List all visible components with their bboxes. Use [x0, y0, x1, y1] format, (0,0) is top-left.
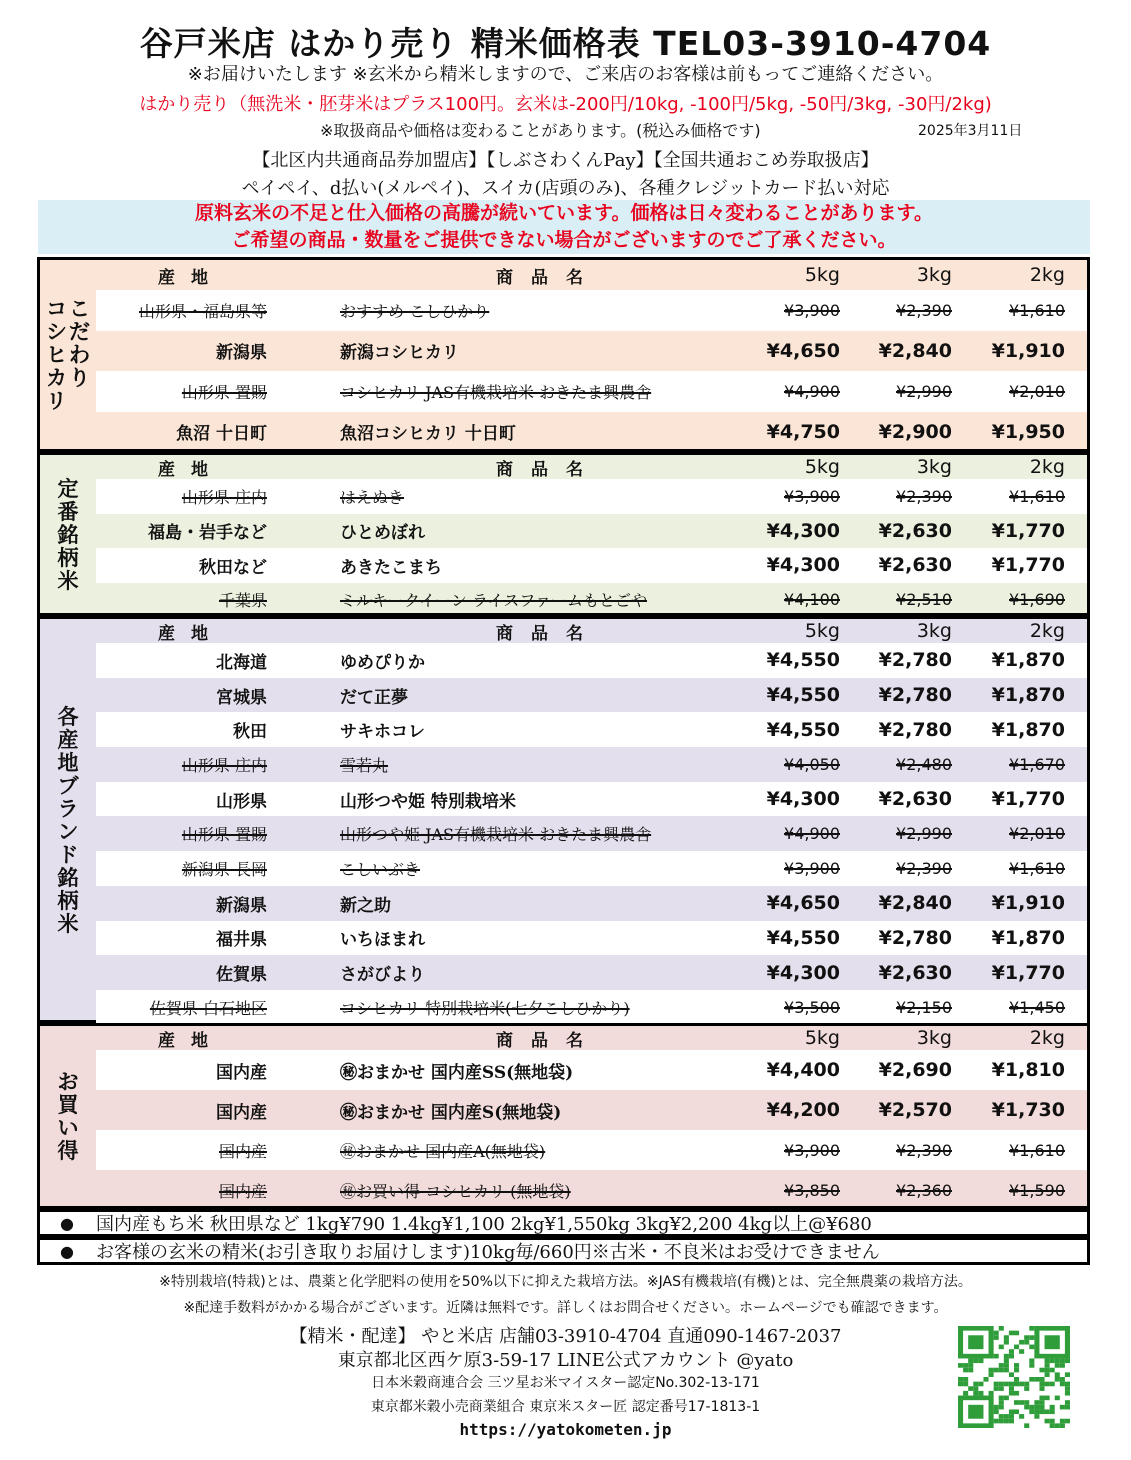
price-section-2	[37, 452, 1090, 616]
section-label-column: 各 産 地 ブ ラ ン ド 銘 柄 米	[57, 703, 79, 936]
bullet-dot-icon: ●	[60, 1213, 74, 1233]
name-header: 商品名	[496, 1030, 601, 1051]
table-row	[96, 955, 1087, 990]
origin-cell: 新潟県	[216, 895, 267, 916]
price-5kg-cell: ¥4,050	[784, 754, 840, 774]
product-name-cell: 山形つや姫 特別栽培米	[340, 791, 516, 812]
price-2kg-cell: ¥1,690	[1009, 590, 1065, 610]
origin-cell: 山形県 庄内	[181, 755, 267, 775]
product-name-cell: さがびより	[340, 965, 425, 986]
price-3kg-cell: ¥2,690	[878, 1059, 952, 1081]
price-5kg-cell: ¥4,550	[766, 718, 840, 741]
table-row	[96, 548, 1087, 583]
product-name-cell: ひとめぼれ	[340, 523, 425, 544]
weight-5kg-header: 5kg	[804, 620, 840, 642]
meister-cert: 日本米穀商連合会 三ツ星お米マイスター認定No.302-13-171	[371, 1375, 760, 1391]
product-name-cell: コシヒカリ JAS有機栽培米 おきたま興農舎	[340, 382, 652, 402]
origin-cell: 国内産	[218, 1181, 267, 1201]
origin-cell: 国内産	[216, 1062, 267, 1083]
product-name-cell: こしいぶき	[340, 859, 421, 879]
price-3kg-cell: ¥2,390	[896, 300, 952, 320]
price-3kg-cell: ¥2,480	[896, 754, 952, 774]
product-name-cell: 新潟コシヒカリ	[340, 343, 459, 364]
weight-2kg-header: 2kg	[1029, 620, 1065, 642]
qr-code-icon[interactable]	[958, 1326, 1070, 1428]
price-5kg-cell: ¥4,550	[766, 926, 840, 949]
price-3kg-cell: ¥2,630	[878, 788, 952, 811]
price-3kg-cell: ¥2,150	[896, 997, 952, 1017]
table-header-row	[96, 260, 1087, 290]
weight-3kg-header: 3kg	[916, 620, 952, 642]
price-3kg-cell: ¥2,630	[878, 519, 952, 542]
origin-cell: 千葉県	[218, 591, 267, 611]
notice-line-1: 原料玄米の不足と仕入価格の高騰が続いています。価格は日々変わることがあります。	[195, 202, 933, 224]
table-row	[96, 782, 1087, 817]
price-5kg-cell: ¥4,300	[766, 961, 840, 984]
origin-cell: 山形県 庄内	[181, 487, 267, 507]
price-2kg-cell: ¥1,810	[991, 1059, 1065, 1081]
product-name-cell: ㊙おまかせ 国内産SS(無地袋)	[340, 1062, 574, 1083]
origin-cell: 佐賀県	[216, 965, 267, 986]
price-3kg-cell: ¥2,630	[878, 961, 952, 984]
product-name-cell: ゆめぴりか	[340, 652, 425, 673]
price-2kg-cell: ¥1,870	[991, 718, 1065, 741]
price-5kg-cell: ¥4,900	[784, 824, 840, 844]
table-row	[96, 747, 1087, 782]
table-row	[96, 1050, 1087, 1090]
bullet-dot-icon: ●	[60, 1241, 74, 1261]
price-3kg-cell: ¥2,990	[896, 824, 952, 844]
payment-note: ペイペイ、d払い(メルペイ)、スイカ(店頭のみ)、各種クレジットカード払い対応	[241, 178, 890, 199]
price-5kg-cell: ¥4,550	[766, 649, 840, 672]
price-section-1	[37, 257, 1090, 452]
origin-header: 産地	[158, 623, 224, 644]
price-5kg-cell: ¥4,300	[766, 554, 840, 577]
product-name-cell: おすすめ こしひかり	[340, 301, 490, 321]
notice-line-2: ご希望の商品・数量をご提供できない場合がございますのでご了承ください。	[231, 229, 897, 251]
delivery-note: ※お届けいたします ※玄米から精米しますので、ご来店のお客様は前もってご連絡ください。	[187, 64, 944, 85]
price-5kg-cell: ¥3,900	[784, 1140, 840, 1160]
price-2kg-cell: ¥1,870	[991, 649, 1065, 672]
price-3kg-cell: ¥2,390	[896, 486, 952, 506]
origin-cell: 山形県・福島県等	[138, 301, 267, 321]
price-2kg-cell: ¥1,610	[1009, 858, 1065, 878]
voucher-note: 【北区内共通商品券加盟店】【しぶさわくんPay】【全国共通おこめ券取扱店】	[252, 150, 879, 171]
price-5kg-cell: ¥4,650	[766, 892, 840, 915]
price-5kg-cell: ¥4,200	[766, 1099, 840, 1121]
product-name-cell: だて正夢	[340, 687, 408, 708]
table-row	[96, 371, 1087, 412]
price-3kg-cell: ¥2,510	[896, 590, 952, 610]
name-header: 商品名	[496, 459, 601, 480]
price-2kg-cell: ¥1,610	[1009, 300, 1065, 320]
origin-cell: 山形県 置賜	[181, 825, 267, 845]
table-header-row	[96, 619, 1087, 643]
table-row	[96, 921, 1087, 956]
product-name-cell: いちほまれ	[340, 930, 425, 951]
price-2kg-cell: ¥1,610	[1009, 486, 1065, 506]
price-2kg-cell: ¥1,730	[991, 1099, 1065, 1121]
price-2kg-cell: ¥1,950	[991, 420, 1065, 443]
price-2kg-cell: ¥1,770	[991, 554, 1065, 577]
weight-2kg-header: 2kg	[1029, 456, 1065, 478]
price-5kg-cell: ¥4,300	[766, 519, 840, 542]
polishing-service-bullet	[37, 1237, 1090, 1265]
price-2kg-cell: ¥1,590	[1009, 1180, 1065, 1200]
price-3kg-cell: ¥2,780	[878, 926, 952, 949]
weight-5kg-header: 5kg	[804, 1027, 840, 1049]
table-row	[96, 643, 1087, 678]
price-2kg-cell: ¥1,770	[991, 519, 1065, 542]
price-5kg-cell: ¥4,400	[766, 1059, 840, 1081]
section-label-column: コ シ ヒ カ リ	[46, 296, 67, 413]
table-row	[96, 851, 1087, 886]
table-row	[96, 990, 1087, 1025]
price-5kg-cell: ¥3,500	[784, 997, 840, 1017]
product-name-cell: ミルキークイーン ライスファームもとごや	[340, 591, 648, 611]
price-2kg-cell: ¥1,910	[991, 892, 1065, 915]
price-2kg-cell: ¥1,770	[991, 788, 1065, 811]
section-label	[40, 619, 96, 1020]
price-section-3	[37, 616, 1090, 1023]
price-3kg-cell: ¥2,840	[878, 892, 952, 915]
origin-cell: 福島・岩手など	[148, 523, 267, 544]
origin-header: 産地	[158, 459, 224, 480]
table-header-row	[96, 455, 1087, 479]
origin-cell: 秋田	[233, 722, 267, 743]
table-header-row	[96, 1026, 1087, 1050]
table-row	[96, 290, 1087, 331]
product-name-cell: サキホコレ	[340, 722, 425, 743]
scale-sale-note: はかり売り（無洗米・胚芽米はプラス100円。玄米は-200円/10kg, -100円/5kg, -50円/3kg, -30円/2kg)	[139, 94, 992, 115]
origin-cell: 秋田など	[199, 557, 267, 578]
price-5kg-cell: ¥3,900	[784, 300, 840, 320]
price-5kg-cell: ¥4,900	[784, 381, 840, 401]
section-label	[40, 260, 96, 449]
product-name-cell: ㊙おまかせ 国内産A(無地袋)	[340, 1141, 546, 1161]
union-cert: 東京都米穀小売商業組合 東京米スター匠 認定番号17-1813-1	[370, 1399, 761, 1415]
polishing-service-text: お客様の玄米の精米(お引き取りお届けします)10kg毎/660円※古米・不良米はお受けできません	[95, 1242, 880, 1263]
table-row	[96, 583, 1087, 618]
origin-cell: 新潟県	[216, 343, 267, 364]
origin-header: 産地	[158, 267, 224, 288]
origin-cell: 福井県	[216, 930, 267, 951]
origin-cell: 国内産	[218, 1141, 267, 1161]
table-row	[96, 514, 1087, 549]
price-2kg-cell: ¥2,010	[1009, 381, 1065, 401]
table-row	[96, 886, 1087, 921]
price-3kg-cell: ¥2,390	[896, 1140, 952, 1160]
origin-header: 産地	[158, 1030, 224, 1051]
price-5kg-cell: ¥3,900	[784, 486, 840, 506]
weight-5kg-header: 5kg	[804, 264, 840, 286]
origin-cell: 北海道	[216, 652, 267, 673]
price-2kg-cell: ¥1,670	[1009, 754, 1065, 774]
price-2kg-cell: ¥1,770	[991, 961, 1065, 984]
product-name-cell: ㊙おまかせ 国内産S(無地袋)	[340, 1102, 562, 1123]
price-3kg-cell: ¥2,780	[878, 684, 952, 707]
price-2kg-cell: ¥1,450	[1009, 997, 1065, 1017]
weight-2kg-header: 2kg	[1029, 264, 1065, 286]
table-row	[96, 1170, 1087, 1210]
table-row	[96, 1090, 1087, 1130]
price-2kg-cell: ¥1,870	[991, 926, 1065, 949]
section-label-column: お 買 い 得	[57, 1069, 79, 1163]
price-5kg-cell: ¥4,100	[784, 590, 840, 610]
price-5kg-cell: ¥4,300	[766, 788, 840, 811]
table-row	[96, 331, 1087, 372]
table-row	[96, 1130, 1087, 1170]
section-label-column: 定 番 銘 柄 米	[57, 475, 79, 593]
table-row	[96, 678, 1087, 713]
mochi-rice-bullet	[37, 1209, 1090, 1237]
price-section-4	[37, 1023, 1090, 1209]
product-name-cell: 魚沼コシヒカリ 十日町	[340, 424, 516, 445]
price-5kg-cell: ¥3,900	[784, 858, 840, 878]
weight-3kg-header: 3kg	[916, 456, 952, 478]
mochi-rice-text: 国内産もち米 秋田県など 1kg¥790 1.4kg¥1,100 2kg¥1,550kg 3kg¥2,200 4kg以上@¥680	[95, 1214, 872, 1235]
product-name-cell: 山形つや姫 JAS有機栽培米 おきたま興農舎	[340, 825, 652, 845]
price-5kg-cell: ¥4,550	[766, 684, 840, 707]
price-2kg-cell: ¥1,870	[991, 684, 1065, 707]
price-2kg-cell: ¥2,010	[1009, 824, 1065, 844]
page-title: 谷戸米店 はかり売り 精米価格表 TEL03-3910-4704	[139, 24, 992, 63]
table-row	[96, 816, 1087, 851]
website-link[interactable]: https://yatokometen.jp	[459, 1420, 672, 1439]
origin-cell: 国内産	[216, 1102, 267, 1123]
shop-contact: 【精米・配達】 やと米店 店舗03-3910-4704 直通090-1467-2037	[289, 1326, 842, 1347]
table-row	[96, 712, 1087, 747]
shop-address: 東京都北区西ケ原3-59-17 LINE公式アカウント @yato	[337, 1350, 794, 1371]
cultivation-note: ※特別栽培(特栽)とは、農薬と化学肥料の使用を50%以下に抑えた栽培方法。※JAS有機栽培(有機)とは、完全無農薬の栽培方法。	[159, 1274, 972, 1290]
product-name-cell: 雪若丸	[340, 755, 389, 775]
price-3kg-cell: ¥2,360	[896, 1180, 952, 1200]
delivery-fee-note: ※配達手数料がかかる場合がございます。近隣は無料です。詳しくはお問合せください。ホームページでも確認できます。	[183, 1300, 948, 1316]
price-3kg-cell: ¥2,840	[878, 339, 952, 362]
table-row	[96, 412, 1087, 453]
section-label	[40, 1026, 96, 1206]
table-row	[96, 479, 1087, 514]
price-3kg-cell: ¥2,390	[896, 858, 952, 878]
price-3kg-cell: ¥2,570	[878, 1099, 952, 1121]
price-2kg-cell: ¥1,610	[1009, 1140, 1065, 1160]
product-name-cell: コシヒカリ 特別栽培米(七夕こしひかり)	[340, 998, 630, 1018]
price-2kg-cell: ¥1,910	[991, 339, 1065, 362]
name-header: 商品名	[496, 267, 601, 288]
price-3kg-cell: ¥2,630	[878, 554, 952, 577]
origin-cell: 宮城県	[216, 687, 267, 708]
weight-5kg-header: 5kg	[804, 456, 840, 478]
name-header: 商品名	[496, 623, 601, 644]
price-5kg-cell: ¥4,650	[766, 339, 840, 362]
section-label	[40, 455, 96, 613]
origin-cell: 山形県 置賜	[181, 382, 267, 402]
weight-3kg-header: 3kg	[916, 1027, 952, 1049]
product-name-cell: はえぬき	[340, 487, 405, 507]
shortage-notice	[38, 200, 1090, 254]
section-label-column: こ だ わ り	[69, 296, 90, 390]
price-change-note: ※取扱商品や価格は変わることがあります。(税込み価格です)	[320, 121, 761, 140]
weight-3kg-header: 3kg	[916, 264, 952, 286]
origin-cell: 佐賀県 白石地区	[149, 998, 267, 1018]
price-3kg-cell: ¥2,780	[878, 649, 952, 672]
origin-cell: 魚沼 十日町	[176, 424, 267, 445]
weight-2kg-header: 2kg	[1029, 1027, 1065, 1049]
price-3kg-cell: ¥2,780	[878, 718, 952, 741]
price-3kg-cell: ¥2,900	[878, 420, 952, 443]
product-name-cell: あきたこまち	[340, 557, 442, 578]
price-5kg-cell: ¥4,750	[766, 420, 840, 443]
product-name-cell: 新之助	[340, 895, 391, 916]
origin-cell: 新潟県 長岡	[181, 859, 267, 879]
product-name-cell: ㊙お買い得 コシヒカリ (無地袋)	[340, 1181, 571, 1201]
price-3kg-cell: ¥2,990	[896, 381, 952, 401]
price-date: 2025年3月11日	[918, 123, 1023, 139]
price-5kg-cell: ¥3,850	[784, 1180, 840, 1200]
origin-cell: 山形県	[216, 791, 267, 812]
